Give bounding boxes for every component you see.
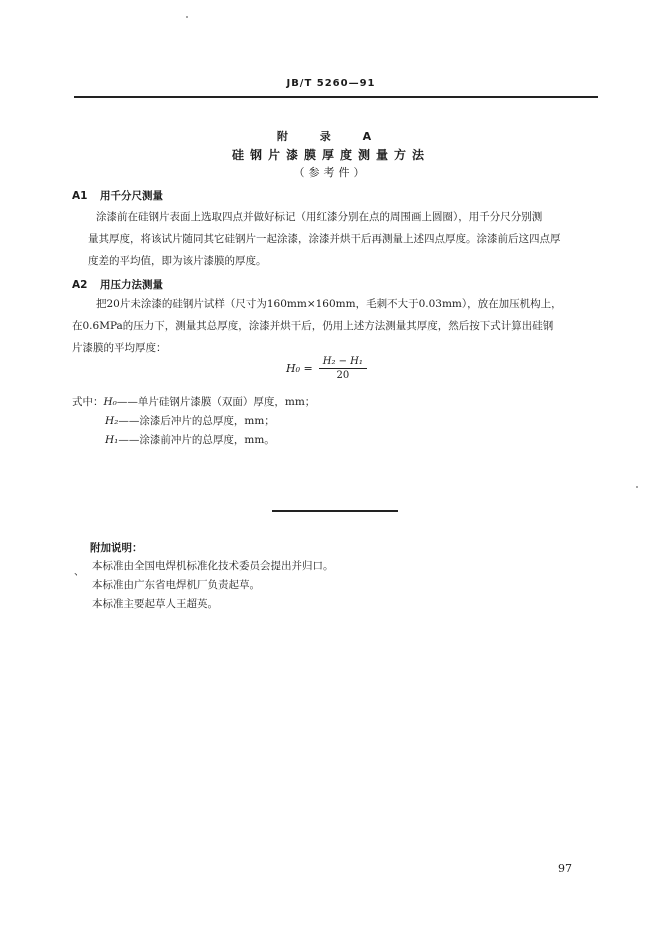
legend-symbol: H₀ bbox=[103, 396, 117, 408]
section-a2-number: A2 bbox=[72, 279, 88, 291]
additional-notes-list bbox=[92, 557, 334, 614]
formula-fraction bbox=[319, 356, 367, 381]
additional-note-item: 本标准由广东省电焊机厂负责起草。 bbox=[92, 579, 260, 591]
section-a1-heading bbox=[72, 188, 163, 203]
section-a2-paragraph bbox=[72, 293, 603, 359]
formula-lhs: H₀ = bbox=[286, 362, 313, 375]
formula-legend bbox=[72, 393, 315, 450]
section-divider bbox=[272, 510, 398, 512]
legend-row bbox=[72, 393, 315, 412]
section-a1-title: 用千分尺测量 bbox=[100, 190, 163, 202]
header-rule bbox=[74, 96, 598, 98]
scan-speck bbox=[186, 16, 188, 18]
legend-symbol: H₁ bbox=[105, 434, 119, 446]
standard-code: JB/T 5260—91 bbox=[286, 78, 376, 89]
formula-numerator: H₂ − H₁ bbox=[319, 356, 367, 369]
additional-note-item: 本标准主要起草人王超英。 bbox=[92, 598, 218, 610]
additional-note-item: 本标准由全国电焊机标准化技术委员会提出并归口。 bbox=[92, 560, 334, 572]
section-a2-title: 用压力法测量 bbox=[100, 279, 163, 291]
legend-row bbox=[72, 412, 315, 431]
paragraph-line: 度差的平均值，即为该片漆膜的厚度。 bbox=[88, 255, 267, 267]
appendix-title: 硅钢片漆膜厚度测量方法 bbox=[231, 148, 430, 162]
page-number: 97 bbox=[558, 862, 572, 875]
section-a1-number: A1 bbox=[72, 190, 88, 202]
legend-text: ——涂漆前冲片的总厚度，mm。 bbox=[118, 434, 275, 446]
additional-notes-heading: 附加说明： bbox=[90, 542, 143, 554]
scan-speck bbox=[636, 486, 638, 488]
appendix-note: （参考件） bbox=[293, 166, 369, 179]
paragraph-line: 量其厚度，将该试片随同其它硅钢片一起涂漆，涂漆并烘干后再测量上述四点厚度。涂漆前后这四点厚 bbox=[88, 233, 561, 245]
paragraph-line: 涂漆前在硅钢片表面上选取四点并做好标记（用红漆分别在点的周围画上圆圈），用千分尺分别测 bbox=[96, 211, 543, 223]
section-a2-heading bbox=[72, 277, 163, 292]
thickness-formula bbox=[286, 356, 367, 381]
paragraph-line: 把20片未涂漆的硅钢片试样（尺寸为160mm×160mm，毛刺不大于0.03mm），放在加压机构上， bbox=[96, 298, 562, 310]
paragraph-line: 在0.6MPa的压力下，测量其总厚度，涂漆并烘干后，仍用上述方法测量其厚度，然后按下式计算出硅钢 bbox=[72, 320, 554, 332]
legend-prefix: 式中： bbox=[72, 396, 104, 408]
legend-row bbox=[72, 431, 315, 450]
legend-text: ——单片硅钢片漆膜（双面）厚度，mm； bbox=[116, 396, 316, 408]
legend-text: ——涂漆后冲片的总厚度，mm； bbox=[118, 415, 275, 427]
section-a1-paragraph bbox=[88, 206, 603, 272]
paragraph-line: 片漆膜的平均厚度： bbox=[72, 342, 167, 354]
legend-symbol: H₂ bbox=[105, 415, 119, 427]
appendix-label: 附 录 A bbox=[276, 130, 386, 143]
stray-mark: 、 bbox=[74, 567, 84, 578]
formula-denominator: 20 bbox=[336, 370, 350, 381]
